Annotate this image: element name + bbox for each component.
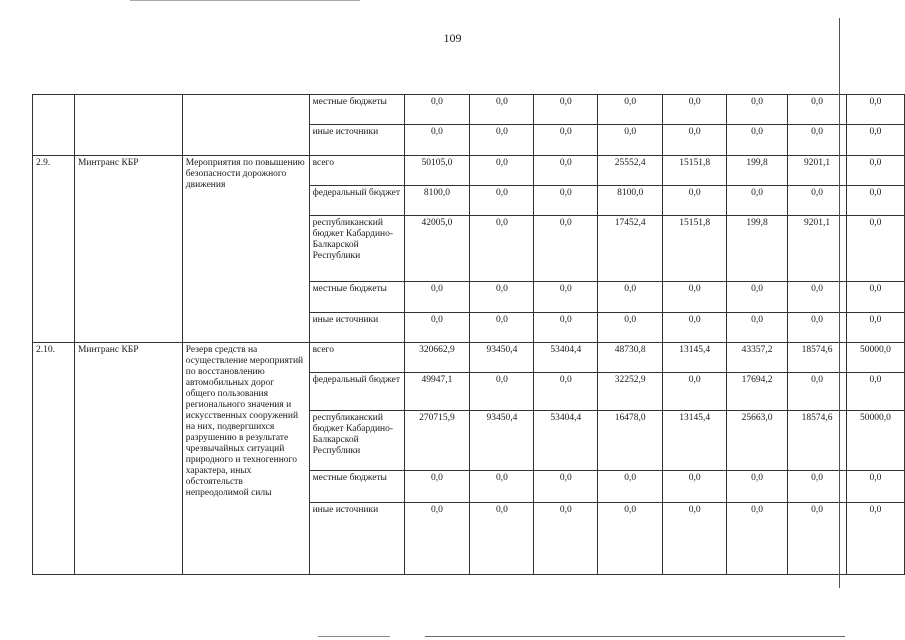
value-cell-6: 18574,6 xyxy=(788,411,847,471)
value-cell-2: 0,0 xyxy=(534,471,598,503)
value-cell-5: 0,0 xyxy=(727,471,788,503)
value-cell-6: 0,0 xyxy=(788,373,847,411)
value-cell-3: 32252,9 xyxy=(598,373,663,411)
value-cell-5: 0,0 xyxy=(727,95,788,125)
source-cell: всего xyxy=(309,343,404,373)
value-cell-7: 0,0 xyxy=(846,282,904,313)
value-cell-4: 15151,8 xyxy=(663,216,727,282)
measure-name-cell: Мероприятия по повышению безопасности дорожного движения xyxy=(182,156,309,343)
scan-line-top xyxy=(130,0,360,1)
value-cell-4: 0,0 xyxy=(663,125,727,156)
value-cell-0: 50105,0 xyxy=(404,156,470,186)
num-cell xyxy=(33,95,75,156)
value-cell-2: 53404,4 xyxy=(534,411,598,471)
value-cell-4: 0,0 xyxy=(663,186,727,216)
value-cell-5: 199,8 xyxy=(727,156,788,186)
value-cell-4: 0,0 xyxy=(663,282,727,313)
executor-cell: Минтранс КБР xyxy=(74,156,182,343)
value-cell-2: 0,0 xyxy=(534,156,598,186)
value-cell-4: 0,0 xyxy=(663,373,727,411)
value-cell-3: 0,0 xyxy=(598,282,663,313)
value-cell-6: 0,0 xyxy=(788,471,847,503)
value-cell-0: 0,0 xyxy=(404,125,470,156)
value-cell-7: 0,0 xyxy=(846,156,904,186)
value-cell-4: 0,0 xyxy=(663,471,727,503)
value-cell-6: 0,0 xyxy=(788,95,847,125)
source-cell: всего xyxy=(309,156,404,186)
value-cell-3: 0,0 xyxy=(598,125,663,156)
value-cell-1: 0,0 xyxy=(470,156,534,186)
value-cell-1: 0,0 xyxy=(470,95,534,125)
measure-name-cell: Резерв средств на осуществление мероприятий по восстановлению автомобильных дорог общего пользования регионального значения и искусственных сооружений на них, подвергшихся разрушению в результате чрезвычайных ситуаций природного и техногенного характера, иных обстоятельств непреодолимой силы xyxy=(182,343,309,575)
source-cell: местные бюджеты xyxy=(309,471,404,503)
value-cell-3: 17452,4 xyxy=(598,216,663,282)
value-cell-0: 0,0 xyxy=(404,503,470,575)
source-cell: местные бюджеты xyxy=(309,282,404,313)
value-cell-7: 0,0 xyxy=(846,216,904,282)
executor-cell: Минтранс КБР xyxy=(74,343,182,575)
value-cell-7: 0,0 xyxy=(846,95,904,125)
table-row xyxy=(33,343,905,373)
value-cell-5: 25663,0 xyxy=(727,411,788,471)
value-cell-3: 25552,4 xyxy=(598,156,663,186)
value-cell-5: 0,0 xyxy=(727,186,788,216)
value-cell-5: 0,0 xyxy=(727,313,788,343)
table-body xyxy=(33,95,905,575)
budget-table xyxy=(32,94,905,575)
item-number-cell: 2.10. xyxy=(33,343,75,575)
value-cell-6: 9201,1 xyxy=(788,216,847,282)
value-cell-6: 0,0 xyxy=(788,125,847,156)
executor-cell xyxy=(74,95,182,156)
value-cell-0: 0,0 xyxy=(404,471,470,503)
value-cell-3: 0,0 xyxy=(598,313,663,343)
source-cell: федеральный бюджет xyxy=(309,186,404,216)
source-cell: иные источники xyxy=(309,313,404,343)
value-cell-0: 270715,9 xyxy=(404,411,470,471)
value-cell-2: 0,0 xyxy=(534,503,598,575)
value-cell-7: 0,0 xyxy=(846,373,904,411)
value-cell-1: 0,0 xyxy=(470,282,534,313)
value-cell-6: 0,0 xyxy=(788,503,847,575)
value-cell-2: 0,0 xyxy=(534,313,598,343)
source-cell: республиканский бюджет Кабардино-Балкарской Республики xyxy=(309,411,404,471)
value-cell-5: 199,8 xyxy=(727,216,788,282)
value-cell-3: 0,0 xyxy=(598,503,663,575)
value-cell-0: 320662,9 xyxy=(404,343,470,373)
value-cell-0: 49947,1 xyxy=(404,373,470,411)
value-cell-2: 0,0 xyxy=(534,186,598,216)
source-cell: иные источники xyxy=(309,503,404,575)
value-cell-6: 0,0 xyxy=(788,186,847,216)
value-cell-1: 0,0 xyxy=(470,373,534,411)
measure-name-cell xyxy=(182,95,309,156)
source-cell: местные бюджеты xyxy=(309,95,404,125)
table-row xyxy=(33,156,905,186)
value-cell-0: 42005,0 xyxy=(404,216,470,282)
value-cell-1: 0,0 xyxy=(470,313,534,343)
value-cell-7: 0,0 xyxy=(846,313,904,343)
value-cell-3: 0,0 xyxy=(598,471,663,503)
value-cell-6: 0,0 xyxy=(788,313,847,343)
value-cell-7: 0,0 xyxy=(846,503,904,575)
value-cell-7: 50000,0 xyxy=(846,411,904,471)
value-cell-1: 0,0 xyxy=(470,216,534,282)
value-cell-2: 0,0 xyxy=(534,373,598,411)
source-cell: иные источники xyxy=(309,125,404,156)
value-cell-2: 0,0 xyxy=(534,216,598,282)
value-cell-2: 0,0 xyxy=(534,125,598,156)
value-cell-1: 0,0 xyxy=(470,471,534,503)
value-cell-4: 0,0 xyxy=(663,313,727,343)
value-cell-3: 48730,8 xyxy=(598,343,663,373)
value-cell-5: 17694,2 xyxy=(727,373,788,411)
value-cell-0: 0,0 xyxy=(404,95,470,125)
value-cell-2: 0,0 xyxy=(534,95,598,125)
value-cell-6: 18574,6 xyxy=(788,343,847,373)
value-cell-4: 0,0 xyxy=(663,503,727,575)
value-cell-1: 93450,4 xyxy=(470,343,534,373)
value-cell-7: 50000,0 xyxy=(846,343,904,373)
value-cell-3: 16478,0 xyxy=(598,411,663,471)
page-number: 109 xyxy=(443,31,462,45)
scan-line-bottom xyxy=(425,636,845,637)
source-cell: республиканский бюджет Кабардино-Балкарской Республики xyxy=(309,216,404,282)
scan-line-right xyxy=(839,18,840,588)
value-cell-5: 0,0 xyxy=(727,503,788,575)
value-cell-4: 13145,4 xyxy=(663,343,727,373)
value-cell-1: 0,0 xyxy=(470,186,534,216)
value-cell-7: 0,0 xyxy=(846,125,904,156)
item-number-cell: 2.9. xyxy=(33,156,75,343)
value-cell-7: 0,0 xyxy=(846,186,904,216)
value-cell-0: 0,0 xyxy=(404,313,470,343)
scan-line-bottom-left xyxy=(318,636,390,637)
value-cell-1: 0,0 xyxy=(470,503,534,575)
value-cell-3: 0,0 xyxy=(598,95,663,125)
value-cell-4: 13145,4 xyxy=(663,411,727,471)
table-row xyxy=(33,95,905,125)
value-cell-2: 53404,4 xyxy=(534,343,598,373)
source-cell: федеральный бюджет xyxy=(309,373,404,411)
value-cell-3: 8100,0 xyxy=(598,186,663,216)
value-cell-4: 15151,8 xyxy=(663,156,727,186)
value-cell-5: 0,0 xyxy=(727,282,788,313)
value-cell-7: 0,0 xyxy=(846,471,904,503)
value-cell-6: 0,0 xyxy=(788,282,847,313)
value-cell-1: 93450,4 xyxy=(470,411,534,471)
value-cell-2: 0,0 xyxy=(534,282,598,313)
value-cell-4: 0,0 xyxy=(663,95,727,125)
value-cell-0: 0,0 xyxy=(404,282,470,313)
value-cell-0: 8100,0 xyxy=(404,186,470,216)
value-cell-5: 43357,2 xyxy=(727,343,788,373)
value-cell-1: 0,0 xyxy=(470,125,534,156)
value-cell-6: 9201,1 xyxy=(788,156,847,186)
value-cell-5: 0,0 xyxy=(727,125,788,156)
